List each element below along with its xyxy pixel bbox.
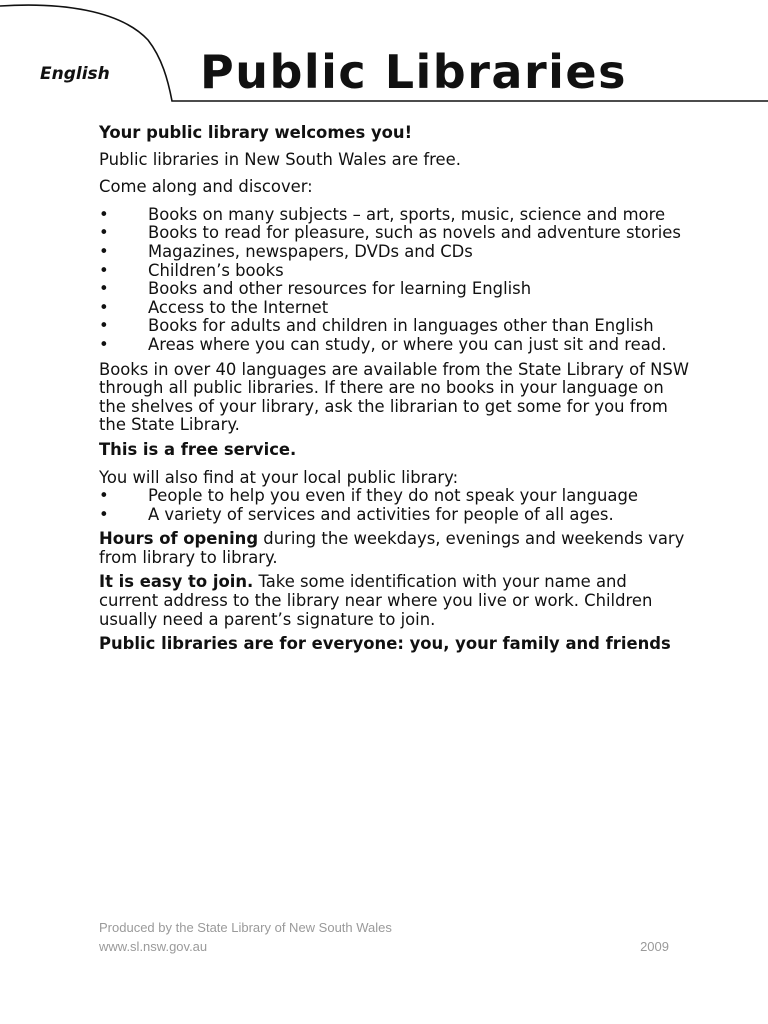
footer-producer: Produced by the State Library of New South Wales: [99, 920, 392, 935]
free-statement: Public libraries in New South Wales are free.: [99, 149, 461, 169]
welcome-heading: Your public library welcomes you!: [99, 123, 413, 142]
document-body: [99, 124, 689, 654]
bullet-icon: •: [99, 204, 109, 224]
language-label: English: [40, 64, 110, 84]
join-label: It is easy to join.: [99, 572, 254, 592]
bullet-icon: •: [99, 486, 109, 506]
hours-paragraph: [99, 530, 689, 567]
list-item-text: Access to the Internet: [148, 297, 329, 317]
list-item: [99, 299, 689, 318]
bullet-icon: •: [99, 241, 109, 261]
free-service-note: This is a free service.: [99, 439, 297, 459]
bullet-icon: •: [99, 334, 109, 354]
bullet-icon: •: [99, 297, 109, 317]
list-item-text: Books and other resources for learning English: [148, 279, 532, 299]
bullet-icon: •: [99, 260, 109, 280]
list-item-text: Books to read for pleasure, such as novels and adventure stories: [148, 223, 681, 243]
list-item-text: Children’s books: [148, 260, 284, 280]
list-item-text: Books for adults and children in languages other than English: [148, 316, 654, 336]
closing-statement: Public libraries are for everyone: you, your family and friends: [99, 634, 671, 654]
list-item: [99, 262, 689, 281]
footer-row: [99, 937, 669, 956]
list-item: [99, 317, 689, 336]
bullet-icon: •: [99, 504, 109, 524]
list-item-text: Books on many subjects – art, sports, music, science and more: [148, 204, 666, 224]
also-find-list: [99, 487, 689, 524]
join-paragraph: [99, 573, 689, 629]
bullet-icon: •: [99, 223, 109, 243]
list-item-text: Areas where you can study, or where you can just sit and read.: [148, 334, 667, 354]
bullet-icon: •: [99, 279, 109, 299]
languages-paragraph: Books in over 40 languages are available from the State Library of NSW through all public libraries. If there are no books in your language on the shelves of your library, ask the librarian to get some for you from the State Library.: [99, 359, 689, 435]
join-text: Take some identification with your name and current address to the library near where you live or work. Children usually need a parent’s signature to join.: [99, 572, 653, 629]
footer-website-link[interactable]: www.sl.nsw.gov.au: [99, 939, 208, 954]
also-find-intro: You will also find at your local public library:: [99, 467, 459, 487]
list-item: [99, 487, 689, 506]
list-item: [99, 280, 689, 299]
list-item-text: Magazines, newspapers, DVDs and CDs: [148, 241, 473, 261]
footer: [99, 918, 669, 956]
footer-year: 2009: [640, 939, 669, 954]
discover-list: [99, 206, 689, 355]
bullet-icon: •: [99, 316, 109, 336]
list-item: [99, 206, 689, 225]
page-title: Public Libraries: [200, 45, 627, 99]
list-item: [99, 224, 689, 243]
hours-label: Hours of opening: [99, 529, 259, 549]
list-item-text: People to help you even if they do not speak your language: [148, 486, 638, 506]
list-item: [99, 506, 689, 525]
list-item-text: A variety of services and activities for people of all ages.: [148, 504, 614, 524]
list-item: [99, 336, 689, 355]
hours-text: during the weekdays, evenings and weekends vary from library to library.: [99, 529, 685, 567]
discover-intro: Come along and discover:: [99, 177, 313, 197]
list-item: [99, 243, 689, 262]
